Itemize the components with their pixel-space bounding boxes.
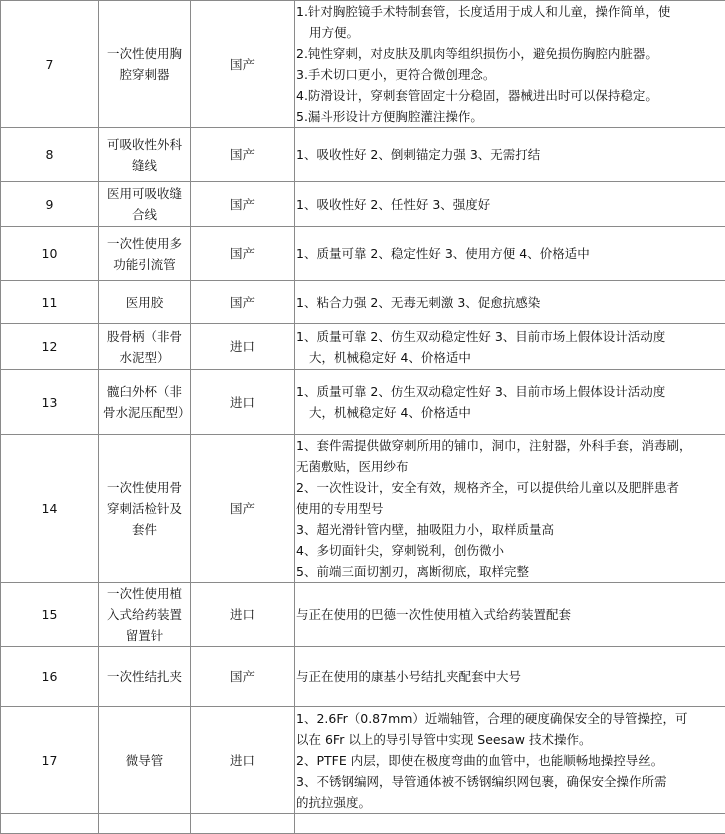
product-name: 医用胶 bbox=[99, 281, 191, 324]
desc-line: 4.防滑设计，穿刺套管固定十分稳固，器械进出时可以保持稳定。 bbox=[296, 85, 725, 106]
desc-line: 使用的专用型号 bbox=[296, 498, 725, 519]
desc-line: 1、质量可靠 2、稳定性好 3、使用方便 4、价格适中 bbox=[296, 243, 725, 264]
desc-line: 2、PTFE 内层，即使在极度弯曲的血管中，也能顺畅地操控导丝。 bbox=[296, 750, 725, 771]
table-row bbox=[1, 182, 725, 227]
product-name: 髋臼外杯（非骨水泥压配型） bbox=[99, 370, 191, 435]
desc-line: 2.钝性穿刺，对皮肤及肌肉等组织损伤小，避免损伤胸腔内脏器。 bbox=[296, 43, 725, 64]
product-description bbox=[295, 435, 725, 583]
product-description bbox=[295, 281, 725, 324]
table-row bbox=[1, 707, 725, 814]
product-description bbox=[295, 128, 725, 182]
desc-line: 1.针对胸腔镜手术特制套管，长度适用于成人和儿童，操作简单，使 bbox=[296, 1, 725, 22]
product-name: 一次性使用植入式给药装置留置针 bbox=[99, 583, 191, 647]
cell-empty bbox=[295, 814, 725, 834]
product-origin: 国产 bbox=[191, 281, 295, 324]
desc-line: 1、吸收性好 2、任性好 3、强度好 bbox=[296, 194, 725, 215]
row-number: 16 bbox=[1, 647, 99, 707]
product-name: 一次性结扎夹 bbox=[99, 647, 191, 707]
row-number: 17 bbox=[1, 707, 99, 814]
product-origin: 国产 bbox=[191, 1, 295, 128]
desc-line: 的抗拉强度。 bbox=[296, 792, 725, 813]
row-number: 13 bbox=[1, 370, 99, 435]
row-number: 7 bbox=[1, 1, 99, 128]
product-description bbox=[295, 647, 725, 707]
row-number: 10 bbox=[1, 227, 99, 281]
table-row-partial bbox=[1, 814, 725, 834]
product-name: 一次性使用胸腔穿刺器 bbox=[99, 1, 191, 128]
row-number: 11 bbox=[1, 281, 99, 324]
product-origin: 国产 bbox=[191, 128, 295, 182]
product-origin: 进口 bbox=[191, 324, 295, 370]
desc-line: 与正在使用的康基小号结扎夹配套中大号 bbox=[296, 666, 725, 687]
desc-line: 1、套件需提供做穿刺所用的铺巾，洞巾，注射器，外科手套，消毒刷， bbox=[296, 435, 725, 456]
product-description bbox=[295, 227, 725, 281]
cell-empty bbox=[1, 814, 99, 834]
table-row bbox=[1, 1, 725, 128]
product-description bbox=[295, 324, 725, 370]
table-row bbox=[1, 128, 725, 182]
product-origin: 国产 bbox=[191, 435, 295, 583]
desc-line: 大，机械稳定好 4、价格适中 bbox=[296, 402, 725, 423]
product-description bbox=[295, 370, 725, 435]
desc-line: 1、吸收性好 2、倒刺锚定力强 3、无需打结 bbox=[296, 144, 725, 165]
desc-line: 3、不锈钢编网，导管通体被不锈钢编织网包裹，确保安全操作所需 bbox=[296, 771, 725, 792]
row-number: 14 bbox=[1, 435, 99, 583]
row-number: 9 bbox=[1, 182, 99, 227]
product-description bbox=[295, 1, 725, 128]
desc-line: 用方便。 bbox=[296, 22, 725, 43]
table-row bbox=[1, 647, 725, 707]
product-origin: 进口 bbox=[191, 370, 295, 435]
table-row bbox=[1, 583, 725, 647]
product-origin: 国产 bbox=[191, 647, 295, 707]
product-name: 可吸收性外科缝线 bbox=[99, 128, 191, 182]
desc-line: 5、前端三面切割刃，离断彻底，取样完整 bbox=[296, 561, 725, 582]
cell-empty bbox=[99, 814, 191, 834]
table-row bbox=[1, 227, 725, 281]
table-row bbox=[1, 324, 725, 370]
desc-line: 3.手术切口更小，更符合微创理念。 bbox=[296, 64, 725, 85]
desc-line: 5.漏斗形设计方便胸腔灌注操作。 bbox=[296, 106, 725, 127]
desc-line: 1、粘合力强 2、无毒无刺激 3、促愈抗感染 bbox=[296, 292, 725, 313]
product-origin: 进口 bbox=[191, 707, 295, 814]
table-row bbox=[1, 435, 725, 583]
product-name: 股骨柄（非骨水泥型） bbox=[99, 324, 191, 370]
product-origin: 进口 bbox=[191, 583, 295, 647]
desc-line: 大，机械稳定好 4、价格适中 bbox=[296, 347, 725, 368]
desc-line: 与正在使用的巴德一次性使用植入式给药装置配套 bbox=[296, 604, 725, 625]
product-description bbox=[295, 707, 725, 814]
row-number: 12 bbox=[1, 324, 99, 370]
table-row bbox=[1, 370, 725, 435]
desc-line: 1、质量可靠 2、仿生双动稳定性好 3、目前市场上假体设计活动度 bbox=[296, 326, 725, 347]
desc-line: 以在 6Fr 以上的导引导管中实现 Seesaw 技术操作。 bbox=[296, 729, 725, 750]
product-origin: 国产 bbox=[191, 182, 295, 227]
row-number: 8 bbox=[1, 128, 99, 182]
product-name: 一次性使用骨穿刺活检针及套件 bbox=[99, 435, 191, 583]
product-name: 一次性使用多功能引流管 bbox=[99, 227, 191, 281]
product-description bbox=[295, 583, 725, 647]
product-origin: 国产 bbox=[191, 227, 295, 281]
product-description bbox=[295, 182, 725, 227]
desc-line: 无菌敷贴，医用纱布 bbox=[296, 456, 725, 477]
product-name: 医用可吸收缝合线 bbox=[99, 182, 191, 227]
desc-line: 3、超光滑针管内壁，抽吸阻力小，取样质量高 bbox=[296, 519, 725, 540]
row-number: 15 bbox=[1, 583, 99, 647]
desc-line: 1、2.6Fr（0.87mm）近端轴管，合理的硬度确保安全的导管操控，可 bbox=[296, 708, 725, 729]
desc-line: 1、质量可靠 2、仿生双动稳定性好 3、目前市场上假体设计活动度 bbox=[296, 381, 725, 402]
desc-line: 2、一次性设计，安全有效，规格齐全，可以提供给儿童以及肥胖患者 bbox=[296, 477, 725, 498]
cell-empty bbox=[191, 814, 295, 834]
product-name: 微导管 bbox=[99, 707, 191, 814]
desc-line: 4、多切面针尖，穿刺锐利，创伤微小 bbox=[296, 540, 725, 561]
table-row bbox=[1, 281, 725, 324]
